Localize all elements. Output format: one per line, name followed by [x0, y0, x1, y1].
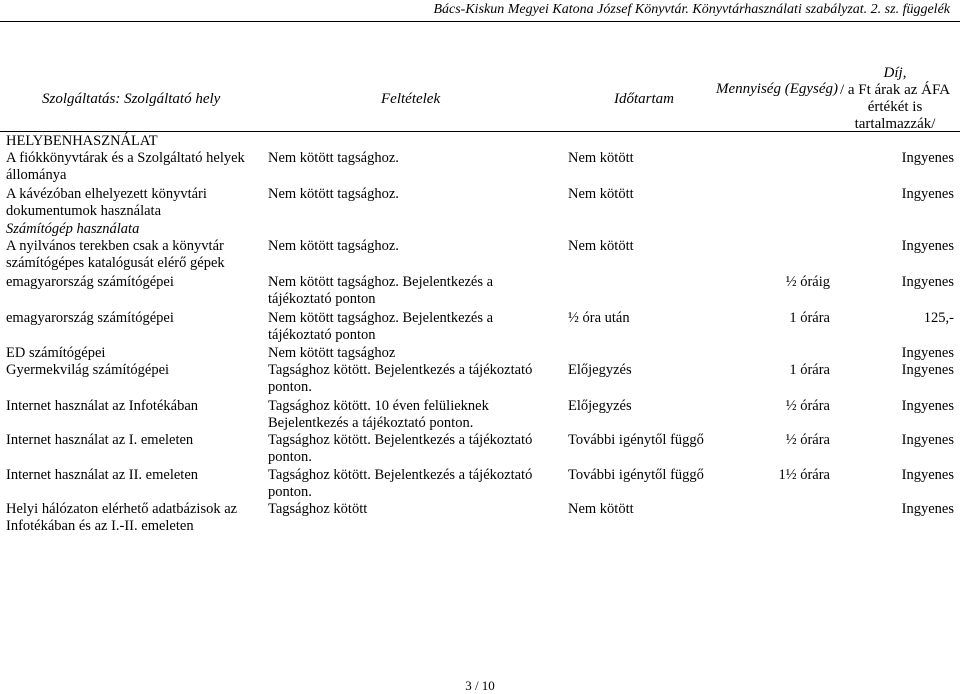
service-cell: Helyi hálózaton elérhető adatbázisok az: [6, 501, 238, 517]
quantity-cell: ½ órára: [785, 432, 830, 448]
quantity-cell: ½ óráig: [785, 274, 830, 290]
service-cell: Gyermekvilág számítógépei: [6, 362, 170, 378]
conditions-cell: ponton.: [268, 449, 312, 465]
service-cell: ED számítógépei: [6, 345, 106, 361]
conditions-cell: ponton.: [268, 379, 312, 395]
fee-cell: Ingyenes: [901, 186, 954, 202]
document-header: Bács-Kiskun Megyei Katona József Könyvtár. Könyvtárhasználati szabályzat. 2. sz. függelék: [433, 2, 950, 17]
column-header-fee: [835, 65, 955, 133]
fee-cell: Ingyenes: [901, 362, 954, 378]
duration-cell: Előjegyzés: [568, 398, 632, 414]
conditions-cell: Nem kötött tagsághoz. Bejelentkezés a: [268, 274, 494, 290]
page-number: 3 / 10: [465, 678, 495, 693]
conditions-cell: ponton.: [268, 484, 312, 500]
conditions-cell: tájékoztató ponton: [268, 327, 376, 343]
fee-cell: Ingyenes: [901, 432, 954, 448]
column-header-service: Szolgáltatás: Szolgáltató hely: [42, 91, 221, 107]
fee-header-line: Díj,: [883, 65, 907, 81]
duration-cell: Nem kötött: [568, 150, 634, 166]
duration-cell: Előjegyzés: [568, 362, 632, 378]
table-header-rule: [0, 131, 960, 132]
conditions-cell: Tagsághoz kötött. 10 éven felülieknek: [268, 398, 489, 414]
service-cell: állománya: [6, 167, 67, 183]
service-cell: emagyarország számítógépei: [6, 310, 174, 326]
fee-cell: Ingyenes: [901, 274, 954, 290]
conditions-cell: Tagsághoz kötött. Bejelentkezés a tájékoztató: [268, 467, 533, 483]
conditions-cell: Nem kötött tagsághoz: [268, 345, 396, 361]
fee-cell: Ingyenes: [901, 501, 954, 517]
duration-cell: Nem kötött: [568, 186, 634, 202]
quantity-cell: 1½ órára: [778, 467, 830, 483]
fee-cell: Ingyenes: [901, 398, 954, 414]
fee-header-line: tartalmazzák/: [854, 116, 936, 132]
fee-cell: Ingyenes: [901, 467, 954, 483]
quantity-cell: 1 órára: [789, 362, 830, 378]
conditions-cell: tájékoztató ponton: [268, 291, 376, 307]
conditions-cell: Nem kötött tagsághoz. Bejelentkezés a: [268, 310, 494, 326]
duration-cell: További igénytől függő: [568, 432, 704, 448]
service-cell: A kávézóban elhelyezett könyvtári: [6, 186, 207, 202]
service-cell: A fiókkönyvtárak és a Szolgáltató helyek: [6, 150, 245, 166]
conditions-cell: Tagsághoz kötött: [268, 501, 368, 517]
service-cell: dokumentumok használata: [6, 203, 162, 219]
conditions-cell: Bejelentkezés a tájékoztató ponton.: [268, 415, 474, 431]
service-cell: emagyarország számítógépei: [6, 274, 174, 290]
service-cell: Internet használat az II. emeleten: [6, 467, 199, 483]
section-title: HELYBENHASZNÁLAT: [6, 133, 158, 149]
duration-cell: Nem kötött: [568, 238, 634, 254]
service-cell: Internet használat az I. emeleten: [6, 432, 194, 448]
fee-cell: Ingyenes: [901, 345, 954, 361]
service-cell: Infotékában és az I.-II. emeleten: [6, 518, 194, 534]
service-cell: A nyilvános terekben csak a könyvtár: [6, 238, 224, 254]
header-rule: [0, 21, 960, 22]
quantity-cell: ½ órára: [785, 398, 830, 414]
section-title: Számítógép használata: [6, 221, 140, 237]
fee-cell: Ingyenes: [901, 238, 954, 254]
column-header-conditions: Feltételek: [381, 91, 441, 107]
conditions-cell: Tagsághoz kötött. Bejelentkezés a tájékoztató: [268, 432, 533, 448]
conditions-cell: Nem kötött tagsághoz.: [268, 150, 399, 166]
conditions-cell: Nem kötött tagsághoz.: [268, 238, 399, 254]
fee-header-line: / a Ft árak az ÁFA: [839, 82, 951, 98]
fee-cell: 125,-: [923, 310, 954, 326]
duration-cell: Nem kötött: [568, 501, 634, 517]
conditions-cell: Tagsághoz kötött. Bejelentkezés a tájékoztató: [268, 362, 533, 378]
service-cell: számítógépes katalógusát elérő gépek: [6, 255, 225, 271]
fee-header-line: értékét is: [867, 99, 923, 115]
duration-cell: ½ óra után: [568, 310, 630, 326]
column-header-duration: Időtartam: [614, 91, 674, 107]
service-cell: Internet használat az Infotékában: [6, 398, 199, 414]
fee-cell: Ingyenes: [901, 150, 954, 166]
conditions-cell: Nem kötött tagsághoz.: [268, 186, 399, 202]
duration-cell: További igénytől függő: [568, 467, 704, 483]
column-header-quantity: Mennyiség (Egység): [715, 81, 839, 97]
quantity-cell: 1 órára: [789, 310, 830, 326]
